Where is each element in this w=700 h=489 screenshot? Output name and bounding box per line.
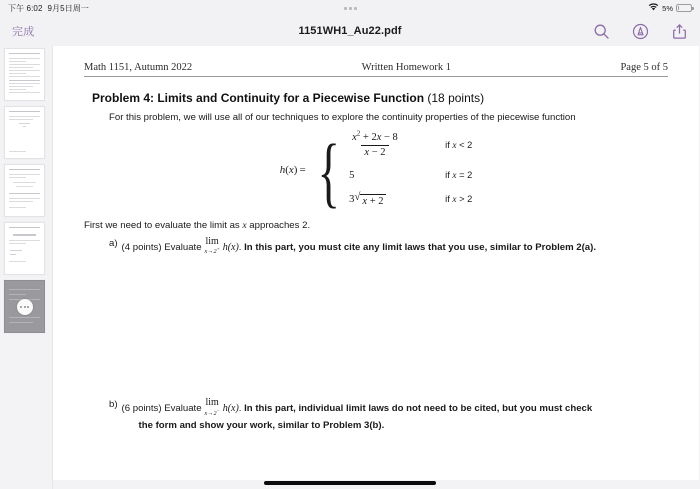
first-sentence-var: x — [242, 219, 247, 231]
part-b-points: (6 points) — [121, 402, 162, 414]
numerator-rest: + 2x − 8 — [362, 132, 398, 143]
square-root — [354, 192, 385, 208]
part-a-label: a) — [109, 237, 118, 249]
problem-part-a — [84, 235, 668, 257]
numerator-exponent: 2 — [356, 129, 361, 138]
status-date: 9月5日周一 — [47, 3, 89, 13]
cond-prefix: if — [445, 140, 453, 151]
wifi-icon — [648, 3, 659, 13]
piecewise-case-3 — [349, 192, 472, 208]
limit-sub-sign: + — [216, 246, 220, 252]
pdf-toolbar — [0, 16, 700, 46]
battery-percent-label: 5% — [662, 3, 673, 13]
limit-expression-a — [205, 237, 220, 256]
limit-subscript — [205, 247, 220, 255]
function-equals: = — [299, 163, 306, 176]
thumbnail-header-line — [9, 169, 40, 171]
numerator-var: x — [352, 132, 357, 143]
limit-sub-text: x→2 — [204, 248, 217, 256]
markup-pen-icon[interactable] — [632, 23, 649, 40]
function-variable: x — [288, 163, 294, 176]
cond-rest: > 2 — [456, 194, 473, 205]
cond-prefix: if — [445, 170, 453, 181]
status-bar — [0, 0, 700, 16]
thumbnail-page-4[interactable] — [4, 222, 45, 275]
problem-points: (18 points) — [427, 91, 485, 105]
part-b-period: . — [238, 402, 242, 414]
header-course: Math 1151, Autumn 2022 — [84, 62, 193, 73]
radical-sign: √ — [354, 191, 361, 204]
limit-subscript — [205, 409, 220, 417]
problem-part-b — [109, 399, 668, 431]
thumbnail-page-1[interactable] — [4, 48, 45, 101]
status-bar-right — [648, 3, 692, 13]
cond-var: x — [452, 141, 457, 152]
cond-rest: = 2 — [456, 170, 473, 181]
part-b-instruction: In this part, individual limit laws do not need to be cited, but you must check — [244, 402, 593, 414]
limit-expression-b — [205, 398, 220, 417]
fraction — [349, 129, 401, 159]
header-page-number: Page 5 of 5 — [620, 62, 668, 73]
piecewise-cases — [349, 129, 473, 208]
share-icon[interactable] — [671, 23, 688, 40]
case-2-expression: 5 — [349, 170, 355, 182]
fraction-numerator — [349, 129, 401, 145]
part-b-verb: Evaluate — [164, 402, 202, 414]
part-a-instruction: In this part, you must cite any limit laws that you use, similar to Problem 2(a). — [244, 241, 596, 253]
function-label: h(x) = — [279, 163, 306, 176]
document-running-head — [84, 46, 668, 73]
done-button[interactable]: 完成 — [12, 23, 35, 39]
multitasking-handle[interactable] — [0, 7, 700, 10]
thumbnail-header-line — [9, 227, 40, 229]
battery-icon — [676, 4, 692, 12]
status-time: 下午 6:02 — [8, 3, 43, 13]
part-a-verb: Evaluate — [164, 241, 202, 253]
thumbnail-page-3[interactable] — [4, 164, 45, 217]
function-name: h — [279, 163, 286, 176]
header-assignment: Written Homework 1 — [361, 62, 451, 73]
part-a-points: (4 points) — [121, 241, 162, 253]
case-1-condition — [445, 140, 472, 151]
part-a-period: . — [238, 241, 242, 253]
document-title: 1151WH1_Au22.pdf — [298, 25, 402, 37]
toolbar-actions — [593, 23, 688, 40]
part-a-function: h(x) — [222, 241, 239, 253]
first-sentence — [84, 220, 668, 231]
header-rule — [84, 76, 668, 77]
thumbnail-loading-indicator — [17, 299, 33, 315]
case-3-expression — [349, 192, 445, 208]
part-b-body — [122, 399, 668, 431]
problem-intro — [84, 112, 668, 123]
sqrt-coefficient: 3 — [349, 194, 355, 206]
part-b-instruction-line2: the form and show your work, similar to Problem 3(b). — [138, 419, 385, 431]
fraction-denominator: x − 2 — [361, 145, 388, 159]
home-indicator[interactable] — [264, 481, 436, 485]
cond-var: x — [452, 171, 457, 182]
thumbnail-header-line — [9, 53, 40, 55]
piecewise-case-1 — [349, 129, 473, 159]
cond-prefix: if — [445, 194, 453, 205]
search-icon[interactable] — [593, 23, 610, 40]
thumbnail-header-line — [9, 111, 40, 113]
first-sentence-a: First we need to evaluate the limit as — [84, 219, 243, 231]
piecewise-case-2 — [349, 170, 472, 181]
cond-rest: < 2 — [456, 140, 473, 151]
limit-operator: lim — [205, 235, 219, 247]
case-3-condition — [445, 194, 472, 205]
thumbnail-page-5[interactable] — [4, 280, 45, 333]
thumbnail-list — [0, 46, 52, 333]
thumbnail-sidebar[interactable] — [0, 46, 52, 489]
piecewise-function-display: h(x) = { $\frac{x^2 + 2x - 8}{x - 2}$ if x < 2 5 if x = 2 3 √ x + 2 if x > 2 — [279, 127, 473, 215]
limit-sub-sign: − — [216, 407, 220, 413]
thumbnail-page-2[interactable] — [4, 106, 45, 159]
problem-title-text: Problem 4: Limits and Continuity for a Piecewise Function — [92, 91, 425, 105]
radicand: x + 2 — [362, 195, 384, 207]
case-1-expression — [349, 129, 445, 159]
part-b-function: h(x) — [222, 402, 239, 414]
part-a-body — [121, 235, 668, 257]
cond-var: x — [452, 195, 457, 206]
problem-intro-text: For this problem, we will use all of our techniques to explore the continuity properties of the piecewise function — [109, 112, 576, 123]
problem-title — [84, 91, 668, 105]
status-bar-left — [8, 3, 89, 14]
limit-sub-text: x→2 — [204, 409, 217, 417]
limit-operator: lim — [205, 397, 219, 408]
pdf-page[interactable] — [53, 46, 699, 480]
first-sentence-b: approaches 2. — [246, 219, 311, 231]
part-b-label: b) — [109, 399, 118, 410]
case-2-condition — [445, 170, 472, 181]
multitasking-handle-dots — [344, 7, 357, 10]
